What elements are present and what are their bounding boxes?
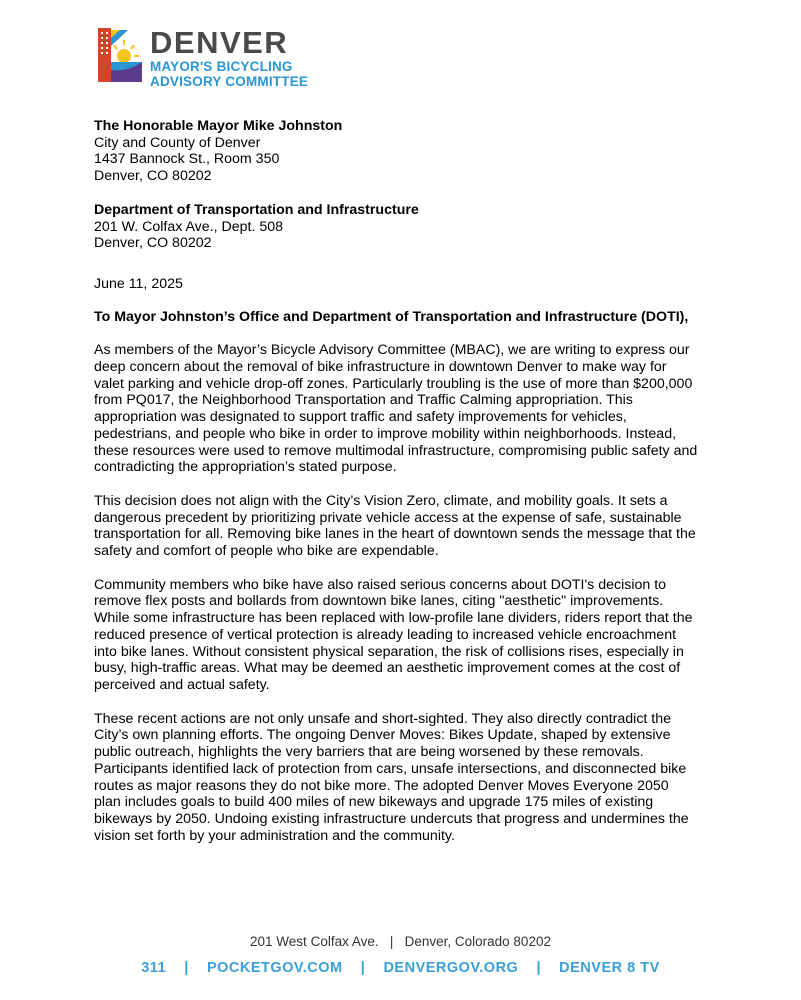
paragraph-line: City’s own planning efforts. The ongoing Denver Moves: Bikes Update, shaped by extensive (94, 727, 671, 744)
paragraph-line: As members of the Mayor’s Bicycle Advisory Committee (MBAC), we are writing to express our (94, 342, 690, 359)
paragraph-3 (94, 577, 714, 694)
address-line: Denver, CO 80202 (94, 235, 212, 252)
logo-subtitle-line-2: ADVISORY COMMITTEE (150, 74, 309, 89)
paragraph-line: reduced presence of vertical protection is already leading to increased vehicle encroachment (94, 626, 677, 643)
paragraph-line: dangerous precedent by prioritizing private vehicle access at the expense of safe, sustainable (94, 509, 682, 526)
paragraph-line: perceived and actual safety. (94, 676, 270, 693)
paragraph-line: Participants identified lack of protection from cars, unsafe intersections, and disconnected bike (94, 760, 687, 777)
paragraph-2 (94, 493, 714, 560)
salutation: To Mayor Johnston’s Office and Department of Transportation and Infrastructure (DOTI), (94, 308, 689, 325)
paragraph-line: These recent actions are not only unsafe and short-sighted. They also directly contradict the (94, 710, 672, 727)
footer-link-denvergov[interactable]: DENVERGOV.ORG (383, 960, 519, 976)
paragraph-line: While some infrastructure has been replaced with low-profile lane dividers, riders report that the (94, 610, 693, 627)
paragraph-line: these resources were used to remove multimodal infrastructure, compromising public safety and (94, 442, 698, 459)
letter-date: June 11, 2025 (94, 275, 183, 292)
footer-link-311[interactable]: 311 (141, 960, 167, 976)
recipient-name: The Honorable Mayor Mike Johnston (94, 118, 343, 134)
address-line: 1437 Bannock St., Room 350 (94, 151, 280, 168)
paragraph-line: deep concern about the removal of bike infrastructure in downtown Denver to make way for (94, 359, 667, 376)
address-line: Denver, CO 80202 (94, 168, 212, 185)
paragraph-line: pedestrians, and people who bike in order to improve mobility within neighborhoods. Instead, (94, 425, 677, 442)
paragraph-line: plan includes goals to build 400 miles of new bikeways and upgrade 175 miles of existing (94, 794, 654, 811)
paragraph-line: safety and comfort of people who bike are expendable. (94, 543, 439, 560)
footer-links (0, 960, 801, 976)
address-line: City and County of Denver (94, 134, 261, 151)
paragraph-4 (94, 711, 714, 845)
footer-link-pocketgov[interactable]: POCKETGOV.COM (206, 960, 343, 976)
recipient-address-doti (94, 202, 714, 252)
denver-logo (98, 26, 308, 89)
recipient-name: Department of Transportation and Infrastructure (94, 201, 419, 218)
footer-address: 201 West Colfax Ave. | Denver, Colorado 80202 (250, 934, 551, 949)
paragraph-line: public outreach, highlights the very barriers that are being worsened by these removals. (94, 744, 644, 761)
paragraph-line: busy, high-traffic areas. What may be deemed an aesthetic improvement comes at the cost of (94, 660, 681, 677)
logo-wordmark: DENVER (150, 25, 289, 60)
paragraph-line: vision set forth by your administration and the community. (94, 827, 455, 844)
paragraph-line: Community members who bike have also raised serious concerns about DOTI's decision to (94, 576, 667, 593)
paragraph-line: routes as major reasons they do not bike more. The adopted Denver Moves Everyone 2050 (94, 777, 669, 794)
paragraph-line: from PQ017, the Neighborhood Transportation and Traffic Calming appropriation. This (94, 392, 633, 409)
address-line: 201 W. Colfax Ave., Dept. 508 (94, 218, 284, 235)
paragraph-line: into bike lanes. Without consistent physical separation, the risk of collisions rises, especially in (94, 643, 684, 660)
denver-logo-icon (98, 26, 144, 84)
paragraph-line: valet parking and vehicle drop-off zones. Particularly troubling is the use of more than $200,000 (94, 375, 693, 392)
footer-separator: | (360, 960, 366, 976)
paragraph-1 (94, 342, 714, 476)
paragraph-line: remove flex posts and bollards from downtown bike lanes, citing "aesthetic" improvements. (94, 593, 664, 610)
footer-link-denver8tv[interactable]: DENVER 8 TV (559, 960, 660, 976)
recipient-address-mayor (94, 118, 714, 185)
letter-body (94, 118, 714, 861)
logo-subtitle-line-1: MAYOR'S BICYCLING (150, 59, 293, 74)
paragraph-line: contradicting the appropriation’s stated purpose. (94, 459, 397, 476)
paragraph-line: transportation for all. Removing bike lanes in the heart of downtown sends the message that the (94, 526, 696, 543)
footer-separator: | (536, 960, 542, 976)
footer-separator: | (184, 960, 189, 976)
paragraph-line: This decision does not align with the City’s Vision Zero, climate, and mobility goals. It sets a (94, 492, 668, 509)
paragraph-line: bikeways by 2050. Undoing existing infrastructure undercuts that progress and undermines the (94, 810, 689, 827)
paragraph-line: appropriation was designated to support traffic and safety improvements for vehicles, (94, 409, 627, 426)
